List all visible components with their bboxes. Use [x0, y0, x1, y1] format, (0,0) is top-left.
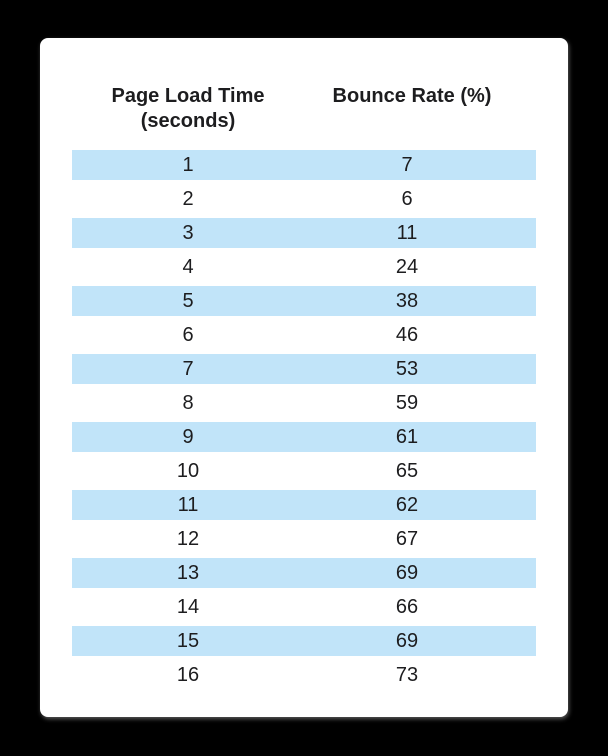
cell-bounce-rate: 66	[395, 595, 419, 618]
cell-load-time: 16	[176, 663, 200, 686]
cell-load-time: 15	[72, 626, 304, 656]
cell-bounce-rate: 73	[395, 663, 419, 686]
table-row	[72, 218, 536, 248]
cell-load-time: 11	[72, 490, 304, 520]
table-row	[72, 524, 536, 554]
cell-bounce-rate: 69	[304, 558, 536, 588]
cell-bounce-rate: 61	[304, 422, 536, 452]
cell-load-time: 12	[176, 527, 200, 550]
table-row	[72, 286, 536, 316]
cell-load-time: 1	[72, 150, 304, 180]
cell-load-time: 13	[72, 558, 304, 588]
table-row	[72, 320, 536, 350]
cell-load-time: 5	[72, 286, 304, 316]
table-row	[72, 354, 536, 384]
cell-load-time: 7	[72, 354, 304, 384]
table-row	[72, 184, 536, 214]
cell-load-time: 10	[176, 459, 200, 482]
cell-bounce-rate: 59	[395, 391, 419, 414]
cell-bounce-rate: 46	[395, 323, 419, 346]
table-row	[72, 150, 536, 180]
header-row	[72, 84, 536, 146]
cell-load-time: 2	[182, 187, 194, 210]
table-row	[72, 558, 536, 588]
cell-load-time: 9	[72, 422, 304, 452]
cell-bounce-rate: 69	[304, 626, 536, 656]
table-row	[72, 592, 536, 622]
cell-bounce-rate: 24	[395, 255, 419, 278]
table-header	[72, 84, 536, 146]
cell-bounce-rate: 7	[304, 150, 536, 180]
table-row	[72, 388, 536, 418]
cell-bounce-rate: 65	[395, 459, 419, 482]
cell-load-time: 8	[182, 391, 194, 414]
header-bounce-rate: Bounce Rate (%)	[332, 85, 492, 107]
table-row	[72, 660, 536, 690]
cell-bounce-rate: 62	[304, 490, 536, 520]
table-body	[72, 150, 536, 690]
cell-bounce-rate: 53	[304, 354, 536, 384]
table-row	[72, 626, 536, 656]
cell-bounce-rate: 38	[304, 286, 536, 316]
cell-bounce-rate: 67	[395, 527, 419, 550]
table-row	[72, 490, 536, 520]
cell-bounce-rate: 11	[304, 218, 536, 248]
data-table	[72, 80, 536, 694]
cell-bounce-rate: 6	[401, 187, 413, 210]
cell-load-time: 14	[176, 595, 200, 618]
table-row	[72, 252, 536, 282]
header-load-time: Page Load Time (seconds)	[111, 85, 265, 132]
cell-load-time: 3	[72, 218, 304, 248]
cell-load-time: 6	[182, 323, 194, 346]
table-row	[72, 456, 536, 486]
table-row	[72, 422, 536, 452]
table-card	[40, 38, 568, 717]
cell-load-time: 4	[182, 255, 194, 278]
